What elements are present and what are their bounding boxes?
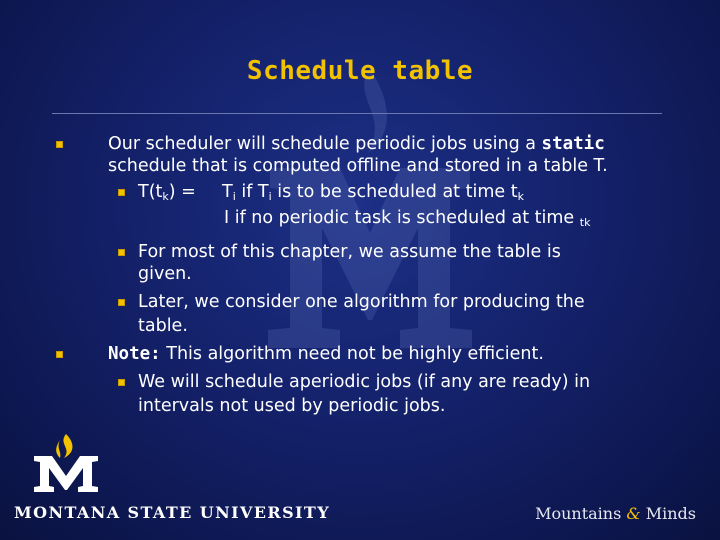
sub-bullet-marker-icon xyxy=(118,379,125,386)
subscript: i xyxy=(268,190,272,203)
text-fragment: T xyxy=(222,182,233,202)
sub-bullet-1-definition xyxy=(138,182,196,202)
tagline-word: Minds xyxy=(645,504,696,523)
subscript: tk xyxy=(579,216,591,229)
sub-bullet-2-line-2: given. xyxy=(138,264,192,284)
slide-title: Schedule table xyxy=(246,56,474,86)
text-fragment: T(t xyxy=(138,182,163,202)
bullet-marker-icon xyxy=(56,351,63,358)
note-keyword: Note: xyxy=(108,344,161,364)
subscript: k xyxy=(517,190,524,203)
sub-bullet-marker-icon xyxy=(118,249,125,256)
sub-bullet-marker-icon xyxy=(118,299,125,306)
bullet-1-line-1 xyxy=(108,134,605,154)
text-fragment: if T xyxy=(235,182,269,202)
bullet-1-text: Our scheduler will schedule periodic jobs using a xyxy=(108,134,542,154)
sub-bullet-1-case-b xyxy=(224,208,590,228)
university-tagline xyxy=(535,504,696,523)
bullet-2-text: This algorithm need not be highly efficient. xyxy=(160,344,544,364)
sub-bullet-1-case-a xyxy=(222,182,524,202)
bullet-2 xyxy=(108,344,544,364)
bullet-marker-icon xyxy=(56,141,63,148)
tagline-ampersand: & xyxy=(626,504,641,523)
static-keyword: static xyxy=(541,134,605,154)
msu-logo-icon xyxy=(30,432,102,494)
text-fragment: is to be scheduled at time t xyxy=(271,182,518,202)
sub-bullet-marker-icon xyxy=(118,189,125,196)
sub-bullet-4-line-1: We will schedule aperiodic jobs (if any are ready) in xyxy=(138,372,591,392)
text-fragment: I if no periodic task is scheduled at time xyxy=(224,208,580,228)
text-fragment: ) = xyxy=(168,182,196,202)
sub-bullet-3-line-1: Later, we consider one algorithm for producing the xyxy=(138,292,585,312)
subscript: i xyxy=(232,190,236,203)
bullet-1-line-2: schedule that is computed offline and stored in a table T. xyxy=(108,156,608,176)
sub-bullet-2-line-1: For most of this chapter, we assume the table is xyxy=(138,242,561,262)
subscript: k xyxy=(162,190,169,203)
tagline-word: Mountains xyxy=(535,504,622,523)
sub-bullet-3-line-2: table. xyxy=(138,316,188,336)
sub-bullet-4-line-2: intervals not used by periodic jobs. xyxy=(138,396,446,416)
university-name: MONTANA STATE UNIVERSITY xyxy=(14,503,331,522)
